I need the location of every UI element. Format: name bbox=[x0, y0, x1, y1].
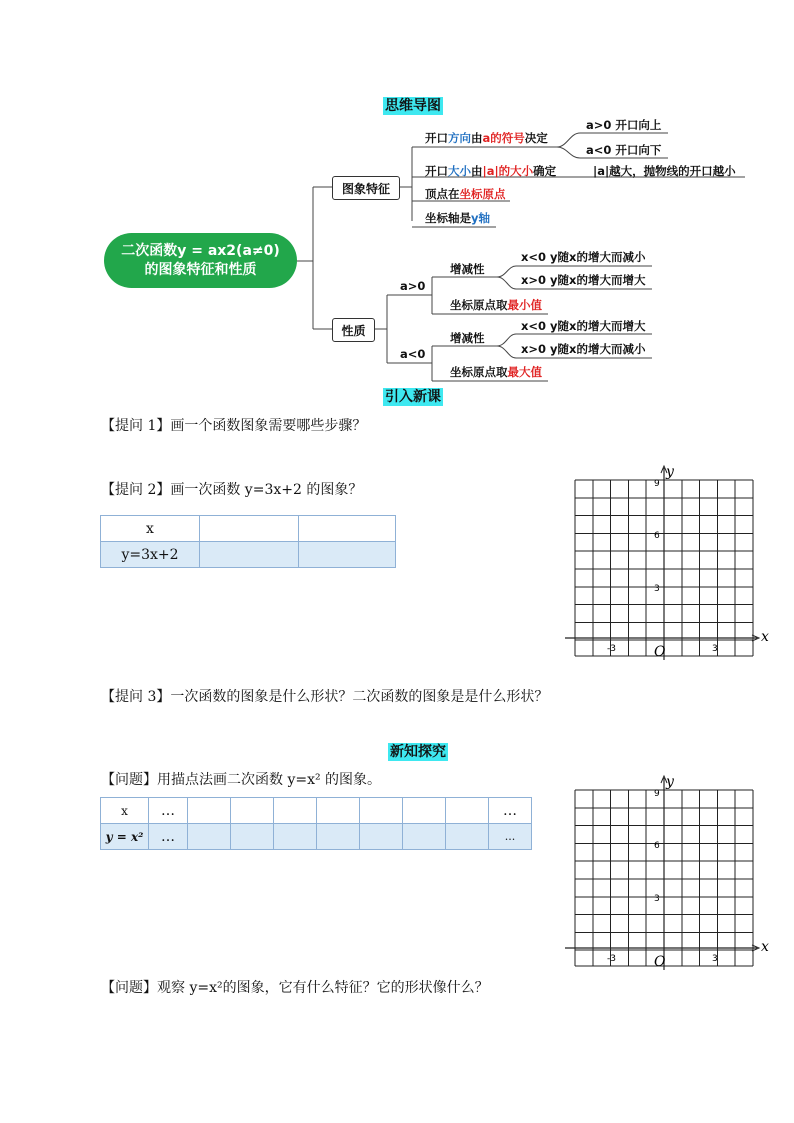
leaf-size-rule: |a|越大，抛物线的开口越小 bbox=[593, 164, 736, 178]
origin-label: O bbox=[654, 954, 666, 970]
mindmap-heading: 思维导图 bbox=[385, 98, 441, 114]
leaf-mono-pos-2: x>0 y随x的增大而增大 bbox=[521, 273, 646, 287]
table-cell[interactable] bbox=[299, 542, 396, 568]
leaf-a-positive: a>0 bbox=[400, 279, 426, 293]
root-line1: 二次函数y = ax2(a≠0) bbox=[121, 242, 280, 259]
table-cell[interactable] bbox=[274, 798, 317, 824]
leaf-highlight: 方向 bbox=[448, 131, 471, 145]
table-cell[interactable] bbox=[188, 798, 231, 824]
table-cell[interactable] bbox=[274, 824, 317, 850]
table-cell: … bbox=[149, 824, 188, 850]
leaf-max-value bbox=[450, 364, 542, 380]
table-cell[interactable] bbox=[360, 798, 403, 824]
leaf-text: 坐标轴是 bbox=[425, 211, 471, 225]
table-cell: x bbox=[101, 798, 149, 824]
leaf-highlight: 大小 bbox=[448, 164, 471, 178]
y-tick-3: 3 bbox=[654, 584, 660, 594]
leaf-highlight: |a|的大小 bbox=[482, 164, 534, 178]
leaf-text: 坐标原点取 bbox=[450, 298, 508, 312]
leaf-axis bbox=[425, 210, 490, 226]
leaf-a-negative-down: a<0 开口向下 bbox=[586, 143, 662, 157]
leaf-mono-pos-1: x<0 y随x的增大而减小 bbox=[521, 250, 646, 264]
x-tick-3: 3 bbox=[712, 954, 718, 964]
table-row bbox=[101, 798, 532, 824]
problem-1: 【问题】用描点法画二次函数 y=x² 的图象。 bbox=[101, 772, 382, 788]
leaf-highlight: y轴 bbox=[471, 211, 490, 225]
origin-label: O bbox=[654, 644, 666, 660]
table-cell: y = x² bbox=[101, 824, 149, 850]
branch-properties-label: 性质 bbox=[341, 323, 366, 338]
question-2: 【提问 2】画一次函数 y=3x+2 的图象？ bbox=[101, 482, 363, 498]
x-tick-neg3: -3 bbox=[607, 954, 616, 964]
table-cell[interactable] bbox=[200, 542, 299, 568]
leaf-a-negative: a<0 bbox=[400, 347, 426, 361]
branch-image-features-label: 图象特征 bbox=[341, 181, 390, 196]
table-cell[interactable] bbox=[299, 516, 396, 542]
leaf-highlight: 最大值 bbox=[507, 365, 542, 379]
question-3: 【提问 3】一次函数的图象是什么形状？二次函数的图象是是什么形状？ bbox=[101, 689, 549, 705]
y-tick-6: 6 bbox=[654, 531, 660, 541]
table-cell[interactable] bbox=[403, 824, 446, 850]
table-cell: … bbox=[489, 798, 532, 824]
table-row bbox=[101, 824, 532, 850]
table-cell[interactable] bbox=[403, 798, 446, 824]
explore-heading: 新知探究 bbox=[390, 744, 446, 760]
table-cell: x bbox=[101, 516, 200, 542]
leaf-opening-direction bbox=[425, 130, 548, 146]
leaf-highlight: 最小值 bbox=[507, 298, 542, 312]
leaf-text: 开口 bbox=[425, 131, 448, 145]
table-cell[interactable] bbox=[446, 798, 489, 824]
question-1: 【提问 1】画一个函数图象需要哪些步骤？ bbox=[101, 418, 367, 434]
coordinate-grid-1[interactable] bbox=[560, 460, 775, 670]
leaf-min-value bbox=[450, 297, 542, 313]
table-cell[interactable] bbox=[317, 824, 360, 850]
mindmap-connectors bbox=[0, 0, 794, 400]
x-tick-3: 3 bbox=[712, 644, 718, 654]
table-cell[interactable] bbox=[200, 516, 299, 542]
table-cell[interactable] bbox=[231, 798, 274, 824]
table-row bbox=[101, 542, 396, 568]
leaf-text: 开口 bbox=[425, 164, 448, 178]
table-cell[interactable] bbox=[446, 824, 489, 850]
leaf-mono-neg-1: x<0 y随x的增大而增大 bbox=[521, 319, 646, 333]
leaf-a-positive-up: a>0 开口向上 bbox=[586, 118, 662, 132]
leaf-opening-size bbox=[425, 163, 556, 179]
linear-table bbox=[100, 515, 396, 568]
intro-heading: 引入新课 bbox=[385, 389, 441, 405]
leaf-highlight: a的符号 bbox=[482, 131, 525, 145]
table-cell[interactable] bbox=[360, 824, 403, 850]
y-tick-6: 6 bbox=[654, 841, 660, 851]
y-tick-3: 3 bbox=[654, 894, 660, 904]
table-row bbox=[101, 516, 396, 542]
x-axis-label: x bbox=[761, 629, 769, 645]
leaf-text: 坐标原点取 bbox=[450, 365, 508, 379]
leaf-text: 由 bbox=[471, 164, 483, 178]
quadratic-table bbox=[100, 797, 532, 850]
table-cell: ... bbox=[489, 824, 532, 850]
leaf-monotonicity-pos: 增减性 bbox=[450, 262, 485, 276]
leaf-mono-neg-2: x>0 y随x的增大而减小 bbox=[521, 342, 646, 356]
y-tick-9: 9 bbox=[654, 789, 660, 799]
problem-2: 【问题】观察 y=x²的图象，它有什么特征？它的形状像什么？ bbox=[101, 980, 489, 996]
leaf-highlight: 坐标原点 bbox=[459, 187, 506, 201]
leaf-vertex bbox=[425, 186, 506, 202]
leaf-text: 由 bbox=[471, 131, 483, 145]
table-cell: … bbox=[149, 798, 188, 824]
mindmap-root bbox=[104, 233, 297, 288]
leaf-text: 顶点在 bbox=[425, 187, 460, 201]
branch-properties bbox=[332, 318, 375, 342]
y-tick-9: 9 bbox=[654, 479, 660, 489]
coordinate-grid-2[interactable] bbox=[560, 770, 775, 980]
leaf-monotonicity-neg: 增减性 bbox=[450, 331, 485, 345]
table-cell: y=3x+2 bbox=[101, 542, 200, 568]
table-cell[interactable] bbox=[231, 824, 274, 850]
x-axis-label: x bbox=[761, 939, 769, 955]
y-axis-label: y bbox=[666, 774, 674, 790]
table-cell[interactable] bbox=[188, 824, 231, 850]
x-tick-neg3: -3 bbox=[607, 644, 616, 654]
leaf-text: 决定 bbox=[524, 131, 548, 145]
y-axis-label: y bbox=[666, 464, 674, 480]
branch-image-features bbox=[332, 176, 400, 200]
leaf-text: 确定 bbox=[533, 164, 557, 178]
table-cell[interactable] bbox=[317, 798, 360, 824]
root-line2: 的图象特征和性质 bbox=[144, 261, 257, 278]
